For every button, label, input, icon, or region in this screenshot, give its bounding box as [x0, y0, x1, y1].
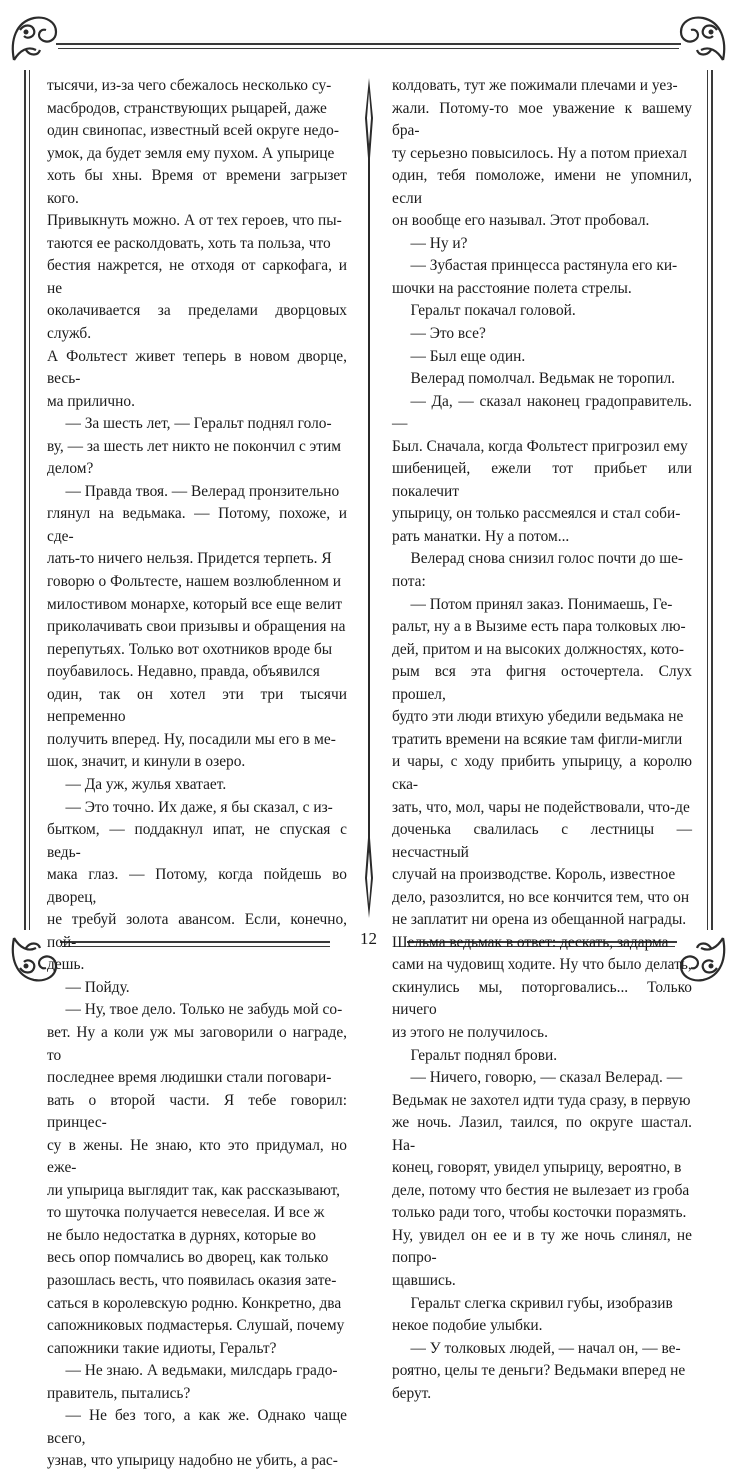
paragraph: — Правда твоя. — Велерад пронзительно глянул на ведьмака. — Потому, похоже, и сде- лать-то ничего нельзя. Придется терпеть. Я говорю о Фольтесте, нашем возлюбленном и милостивом монархе, который все еще велит приколачивать свои призывы и обращения на перепутьях. Только вот охотников вроде бы поубавилось. Недавно, правда, объявился один, так он хотел эти три тысячи непременно получить вперед. Ну, посадили мы его в ме- шок, значит, и кинули в озеро.	[47, 482, 347, 771]
paragraph: — Ничего, говорю, — сказал Велерад. — Ведьмак не захотел идти туда сразу, в первую же ночь. Лазил, таился, по округе шастал. На- конец, говорят, увидел упырицу, вероятно, в деле, потому что бестия не вылезает из гроба только ради того, чтобы косточки поразмять. Ну, увидел он ее и в ту же ночь слинял, не попро- щавшись.	[392, 1069, 692, 1289]
paragraph: — За шесть лет, — Геральт поднял голо- ву, — за шесть лет никто не покончил с этим делом?	[47, 415, 341, 478]
paragraph: — Ну и?	[410, 234, 468, 252]
paragraph: — Не знаю. А ведьмаки, милсдарь градо- правитель, пытались?	[47, 1362, 338, 1402]
paragraph: Геральт поднял брови.	[410, 1046, 558, 1064]
column-divider-spindle-icon	[360, 78, 378, 918]
paragraph: тысячи, из-за чего сбежалось несколько су- масбродов, странствующих рыцарей, даже один свинопас, известный всей округе недо- умок, да будет земля ему пухом. А упырице хоть бы хны. Время от времени загрызет кого. Привыкнуть можно. А от тех героев, что пы- таются ее расколдовать, хоть та польза, что бестия нажрется, не отходя от саркофага, и не околачивается за пределами дворцовых служб. А Фольтест живет теперь в новом дворце, весь- ма прилично.	[47, 77, 347, 410]
paragraph: Велерад снова снизил голос почти до ше- пота:	[392, 550, 684, 591]
paragraph: — Ну, твое дело. Только не забудь мой со- вет. Ну а коли уж мы заговорили о награде, то последнее время людишки стали поговари- вать о второй части. Я тебе говорил: принцес- су в жены. Не знаю, кто это придумал, но ежe- ли упырица выглядит так, как рассказывают, то шуточка получается невеселая. И все ж не было недостатка в дурнях, которые во весь опор помчались во дворец, как только разошлась весть, что появилась оказия зате- саться в королевскую родню. Конкретно, два сапожниковых подмастерья. Слушай, почему сапожники такие идиоты, Геральт?	[47, 1001, 347, 1357]
paragraph: — Это точно. Их даже, я бы сказал, с из- бытком, — поддакнул ипат, не спуская с ведь- мака глаз. — Потому, когда пойдешь во дворец, не требуй золота авансом. Если, конечно, пой- дешь.	[47, 798, 347, 974]
frame-right-border	[711, 70, 713, 930]
frame-left-border	[24, 70, 26, 930]
paragraph: — Не без того, а как же. Однако чаще всего, узнав, что упырицу надобно не убить, а рас-	[47, 1407, 347, 1470]
paragraph: — Был еще один.	[410, 347, 526, 365]
paragraph: — Зубастая принцесса растянула его ки- шочки на расстояние полета стрелы.	[392, 257, 678, 297]
paragraph: колдовать, тут же пожимали плечами и уез- жали. Потому-то мое уважение к вашему бра- ту серьезно повысилось. Ну а потом приехал один, тебя помоложе, имени не упомнил, если он вообще его называл. Этот пробовал.	[392, 77, 692, 230]
page-number: 12	[360, 929, 377, 948]
paragraph: — Пойду.	[65, 978, 130, 996]
paragraph: — Это все?	[410, 325, 486, 343]
frame-top-border-inner	[58, 48, 679, 49]
paragraph: Геральт слегка скривил губы, изобразив некое подобие улыбки.	[392, 1294, 673, 1335]
paragraph: — Да, — сказал наконец градоправитель. — Был. Сначала, когда Фольтест пригрозил ему шибеницей, ежели тот прибьет или покалечит упырицу, он только рассмеялся и стал соби- рать манатки. Ну а потом...	[392, 392, 692, 545]
text-column-left	[47, 75, 347, 1473]
paragraph: Велерад помолчал. Ведьмак не торопил.	[410, 370, 675, 388]
paragraph: — У толковых людей, — начал он, — ве- роятно, целы те деньги? Ведьмаки вперед не берут.	[392, 1339, 686, 1402]
frame-left-border-inner	[29, 70, 30, 930]
paragraph: — Потом принял заказ. Понимаешь, Ге- ральт, ну а в Вызиме есть пара толковых лю- дей, притом и на высоких должностях, кото- рым вся эта фигня осточертела. Слух прошел, будто эти люди втихую убедили ведьмака не тратить времени на всякие там фигли-мигли и чары, с ходу прибить упырицу, а королю ска- зать, что, мол, чары не подействовали, что-де доченька свалилась с лестницы — несчастный случай на производстве. Король, известное дело, разозлится, но все кончится тем, что он не заплатит ни орена из обещанной награды. Шельма ведьмак в ответ: дескать, задарма сами на чудовищ ходите. Ну что было делать, скинулись мы, поторговались... Только ничего из этого не получилось.	[392, 595, 692, 1041]
paragraph: Геральт покачал головой.	[410, 302, 576, 320]
text-column-right	[392, 75, 692, 1405]
frame-right-border-inner	[707, 70, 708, 930]
corner-ornament-top-right-icon	[673, 10, 731, 68]
corner-ornament-top-left-icon	[6, 10, 64, 68]
paragraph: — Да уж, жулья хватает.	[65, 775, 227, 793]
frame-top-border	[56, 43, 681, 45]
